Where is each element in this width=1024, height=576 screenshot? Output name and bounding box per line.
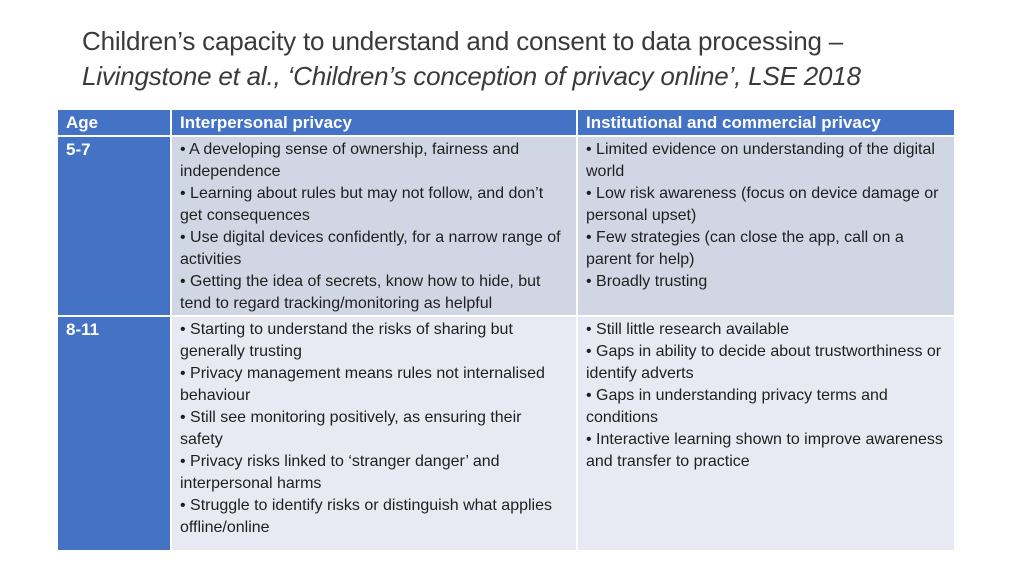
column-header-interpersonal: Interpersonal privacy: [172, 110, 576, 135]
cell-5-7-institutional: [578, 137, 954, 315]
bullet-item: • Privacy management means rules not internalised behaviour: [180, 363, 568, 407]
bullet-item: • Starting to understand the risks of sharing but generally trusting: [180, 319, 568, 363]
bullet-item: • Privacy risks linked to ‘stranger danger’ and interpersonal harms: [180, 451, 568, 495]
bullet-item: • Learning about rules but may not follow, and don’t get consequences: [180, 183, 568, 227]
title-line-2: Livingstone et al., ‘Children’s conception of privacy online’, LSE 2018: [82, 61, 861, 91]
age-cell-8-11: 8-11: [58, 317, 170, 550]
bullet-item: • Struggle to identify risks or distinguish what applies offline/online: [180, 495, 568, 539]
bullet-item: • Still see monitoring positively, as ensuring their safety: [180, 407, 568, 451]
bullet-item: • Getting the idea of secrets, know how to hide, but tend to regard tracking/monitoring as helpful: [180, 271, 568, 315]
age-cell-5-7: 5-7: [58, 137, 170, 315]
bullet-item: • A developing sense of ownership, fairness and independence: [180, 139, 568, 183]
column-header-institutional: Institutional and commercial privacy: [578, 110, 954, 135]
cell-8-11-interpersonal: [172, 317, 576, 550]
bullet-item: • Use digital devices confidently, for a narrow range of activities: [180, 227, 568, 271]
bullet-item: • Gaps in understanding privacy terms and conditions: [586, 385, 946, 429]
bullet-item: • Low risk awareness (focus on device damage or personal upset): [586, 183, 946, 227]
cell-8-11-institutional: [578, 317, 954, 550]
bullet-item: • Broadly trusting: [586, 271, 946, 293]
bullet-item: • Few strategies (can close the app, call on a parent for help): [586, 227, 946, 271]
bullet-item: • Interactive learning shown to improve awareness and transfer to practice: [586, 429, 946, 473]
slide-title: [82, 24, 982, 94]
bullet-item: • Gaps in ability to decide about trustworthiness or identify adverts: [586, 341, 946, 385]
cell-5-7-interpersonal: [172, 137, 576, 315]
data-table: [58, 110, 954, 550]
bullet-item: • Limited evidence on understanding of the digital world: [586, 139, 946, 183]
column-header-age: Age: [58, 110, 170, 135]
title-line-1: Children’s capacity to understand and consent to data processing –: [82, 26, 844, 56]
bullet-item: • Still little research available: [586, 319, 946, 341]
